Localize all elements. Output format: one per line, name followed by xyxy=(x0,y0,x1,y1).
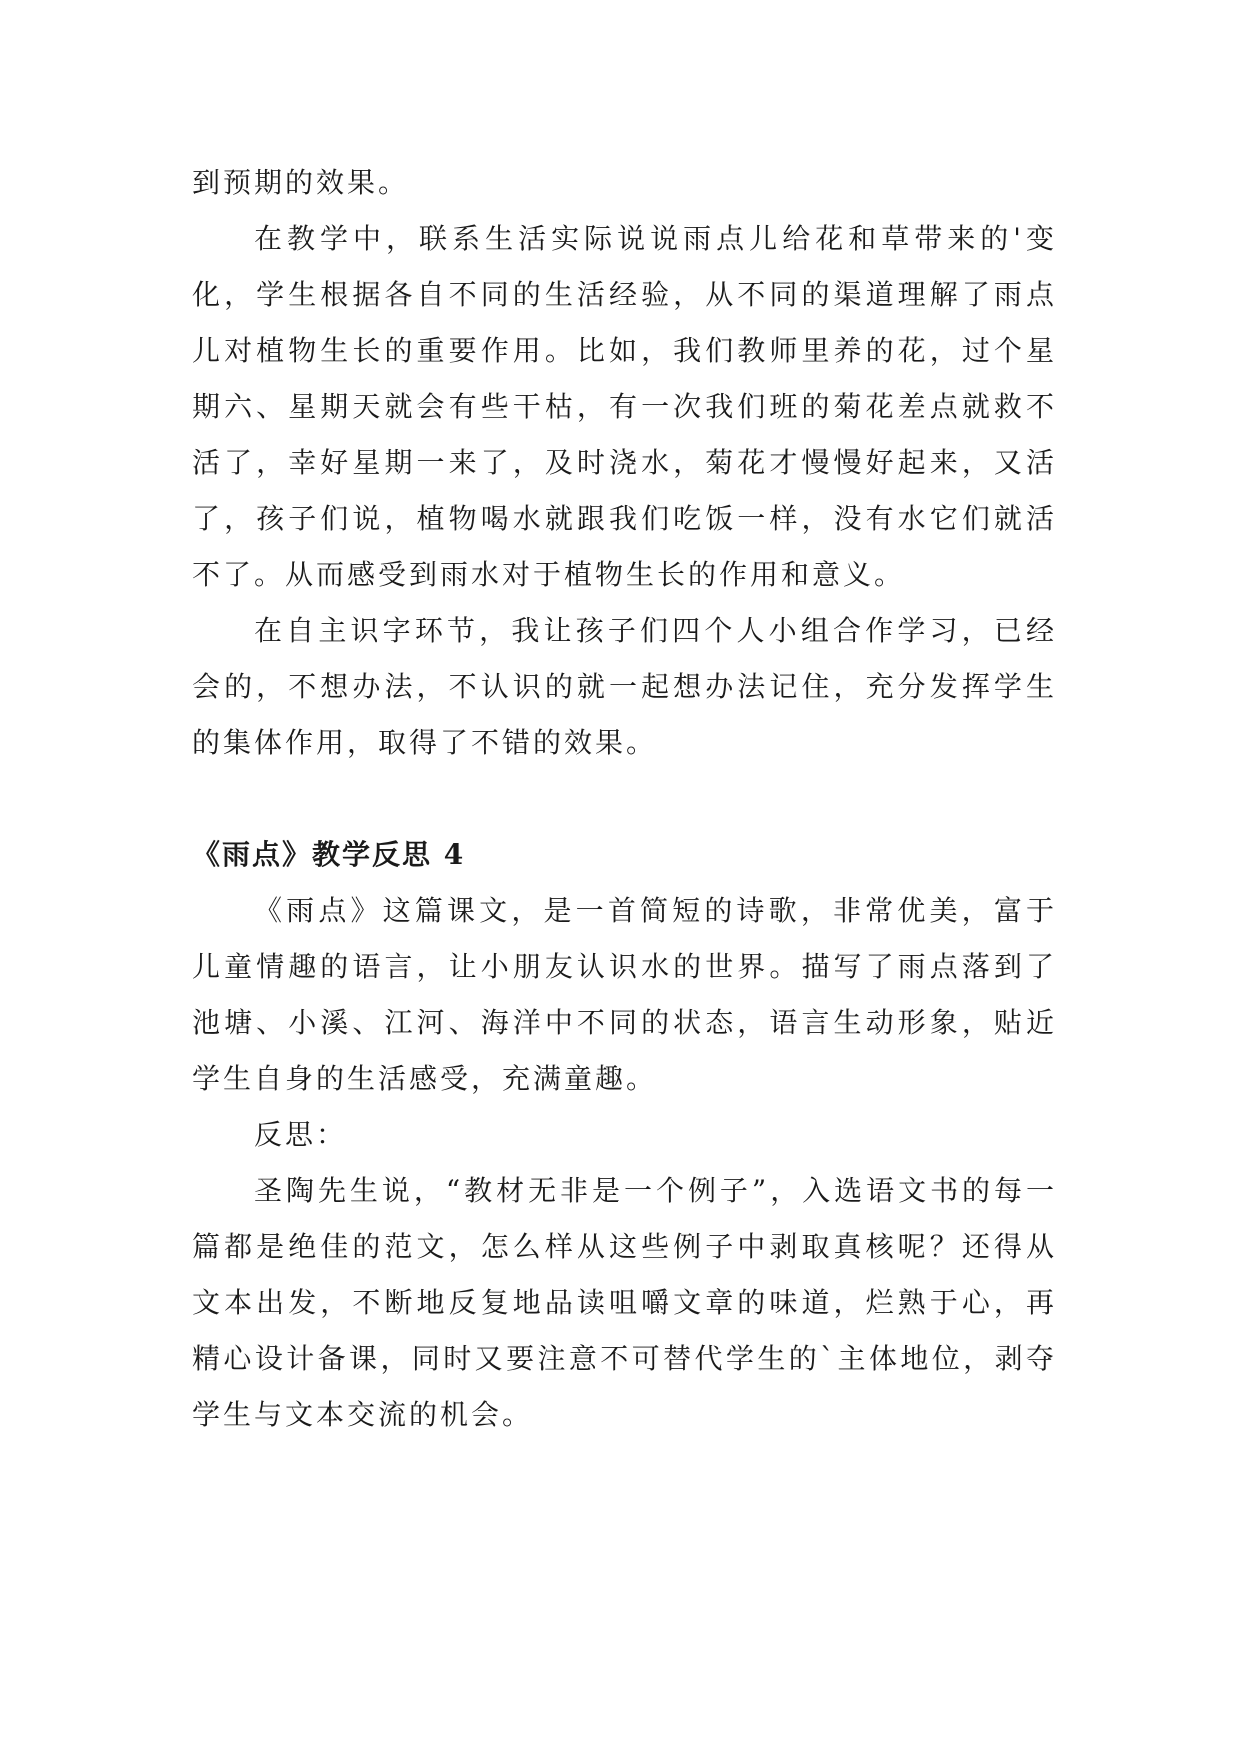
section-heading: 《雨点》教学反思 4 xyxy=(192,838,466,871)
paragraph-continuation: 到预期的效果。 xyxy=(192,166,410,199)
paragraph-lesson-intro: 《雨点》这篇课文，是一首简短的诗歌，非常优美，富于儿童情趣的语言，让小朋友认识水的世界。描写了雨点落到了池塘、小溪、江河、海洋中不同的状态，语言生动形象，贴近学生自身的生活感受，充满童趣。 xyxy=(192,894,1057,1095)
paragraph-reflection-label: 反思： xyxy=(254,1118,348,1151)
document-body xyxy=(192,155,1057,1443)
paragraph-teaching-practice: 在教学中，联系生活实际说说雨点儿给花和草带来的'变化，学生根据各自不同的生活经验，从不同的渠道理解了雨点儿对植物生长的重要作用。比如，我们教师里养的花，过个星期六、星期天就会有些干枯，有一次我们班的菊花差点就救不活了，幸好星期一来了，及时浇水，菊花才慢慢好起来，又活了，孩子们说，植物喝水就跟我们吃饭一样，没有水它们就活不了。从而感受到雨水对于植物生长的作用和意义。 xyxy=(192,222,1057,591)
paragraph-reflection-body: 圣陶先生说，“教材无非是一个例子”，入选语文书的每一篇都是绝佳的范文，怎么样从这些例子中剥取真核呢？还得从文本出发，不断地反复地品读咀嚼文章的味道，烂熟于心，再精心设计备课，同时又要注意不可替代学生的`主体地位，剥夺学生与文本交流的机会。 xyxy=(192,1174,1057,1431)
paragraph-literacy-section: 在自主识字环节，我让孩子们四个人小组合作学习，已经会的，不想办法，不认识的就一起想办法记住，充分发挥学生的集体作用，取得了不错的效果。 xyxy=(192,614,1057,759)
